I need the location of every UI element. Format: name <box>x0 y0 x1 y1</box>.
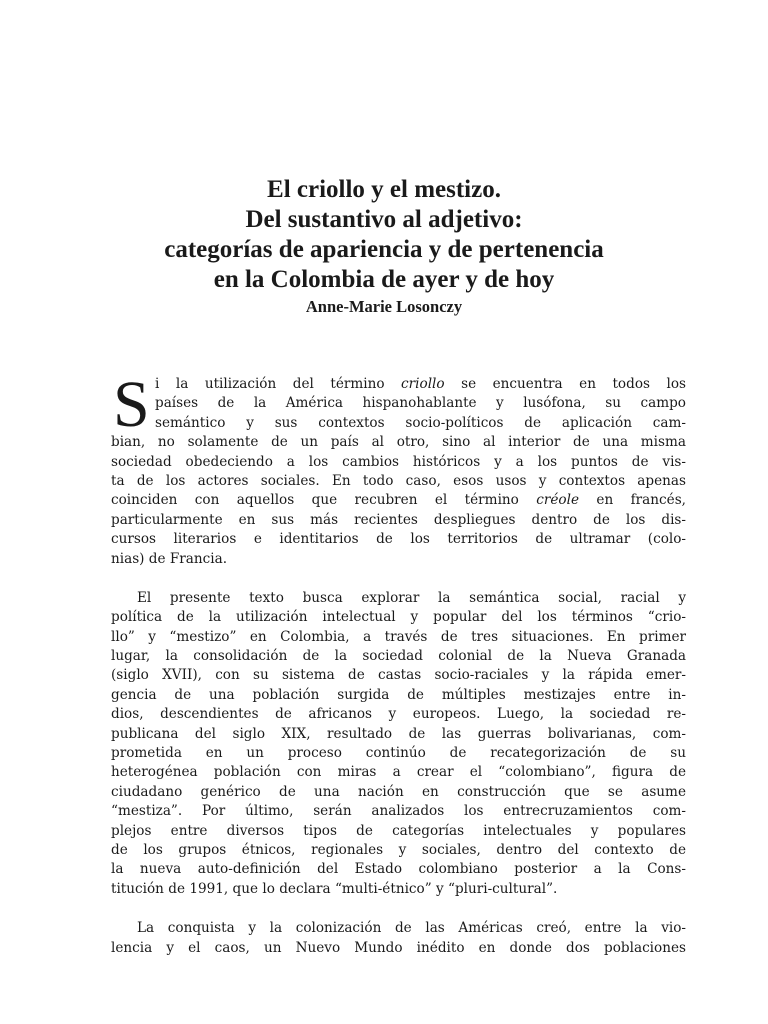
text-line: dios, descendientes de africanos y europeos. Luego, la sociedad re- <box>111 706 686 723</box>
title-line: El criollo y el mestizo. <box>267 176 501 203</box>
text-line: La conquista y la colonización de las Américas creó, entre la vio- <box>137 920 686 937</box>
text-line: prometida en un proceso continúo de recategorización de su <box>111 745 686 762</box>
italic-term: criollo <box>401 376 445 392</box>
title-line: en la Colombia de ayer y de hoy <box>213 266 555 293</box>
text-line: heterogénea población con miras a crear el “colombiano”, figura de <box>111 764 686 781</box>
text-line: coinciden con aquellos que recubren el término créole en francés, <box>111 492 686 509</box>
text-line: ta de los actores sociales. En todo caso, esos usos y contextos apenas <box>111 472 686 489</box>
article-body <box>111 375 686 958</box>
text-line: llo” y “mestizo” en Colombia, a través de tres situaciones. En primer <box>111 628 686 645</box>
article-title <box>0 175 768 295</box>
text-line: i la utilización del término criollo se encuentra en todos los <box>155 376 686 392</box>
text-line: nias) de Francia. <box>111 550 228 567</box>
text-line: particularmente en sus más recientes despliegues dentro de los dis- <box>111 511 686 528</box>
italic-term: créole <box>536 492 580 509</box>
text-line: sociedad obedeciendo a los cambios históricos y a los puntos de vis- <box>111 453 686 470</box>
text-line: “mestiza”. Por último, serán analizados los entrecruzamientos com- <box>111 803 686 820</box>
text-line: de los grupos étnicos, regionales y sociales, dentro del contexto de <box>111 841 686 858</box>
text-line: titución de 1991, que lo declara “multi-étnico” y “pluri-cultural”. <box>111 880 558 897</box>
text-line: plejos entre diversos tipos de categorías intelectuales y populares <box>111 822 686 839</box>
author-name: Anne-Marie Losonczy <box>305 297 463 316</box>
text-line: semántico y sus contextos socio-políticos de aplicación cam- <box>155 414 686 431</box>
text-line: gencia de una población surgida de múltiples mestizajes entre in- <box>111 686 686 703</box>
text-line: lencia y el caos, un Nuevo Mundo inédito en donde dos poblaciones <box>111 939 686 956</box>
text-line: ciudadano genérico de una nación en construcción que se asume <box>111 783 686 800</box>
text-line: publicana del siglo XIX, resultado de las guerras bolivarianas, com- <box>111 725 686 742</box>
text-line: (siglo XVII), con su sistema de castas socio-raciales y la rápida emer- <box>111 667 686 684</box>
text-line: cursos literarios e identitarios de los territorios de ultramar (colo- <box>111 531 686 548</box>
drop-cap: S <box>113 368 150 441</box>
text-line: lugar, la consolidación de la sociedad colonial de la Nueva Granada <box>111 648 686 665</box>
text-line: política de la utilización intelectual y popular del los términos “crio- <box>111 609 686 626</box>
text-line: la nueva auto-definición del Estado colombiano posterior a la Cons- <box>111 861 686 878</box>
text-line: bian, no solamente de un país al otro, sino al interior de una misma <box>111 434 686 451</box>
title-line: Del sustantivo al adjetivo: <box>245 206 523 233</box>
text-line: países de la América hispanohablante y lusófona, su campo <box>155 395 686 412</box>
title-line: categorías de apariencia y de pertenencia <box>164 236 604 263</box>
text-line: El presente texto busca explorar la semántica social, racial y <box>137 589 686 606</box>
